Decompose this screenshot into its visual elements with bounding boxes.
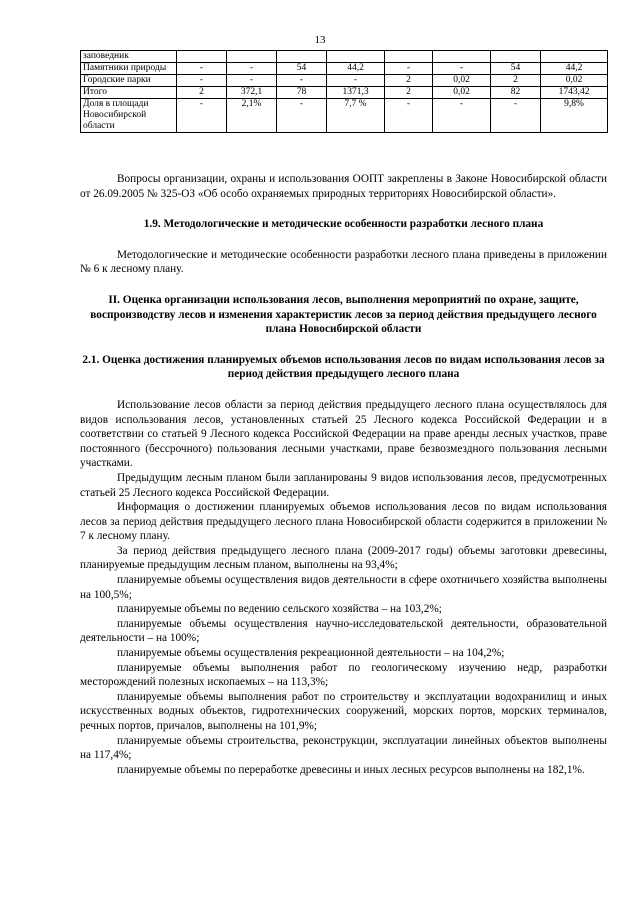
heading-section-2: II. Оценка организации использования лесов, выполнения мероприятий по охране, защите, воспроизводству лесов и изменения характеристик лесов за период действия предыдущего лесного плана Новосибирской области [90, 293, 597, 336]
table-cell: 1371,3 [327, 87, 385, 99]
row-label: Памятники природы [81, 63, 177, 75]
table-cell: 44,2 [541, 63, 608, 75]
table-cell: - [433, 63, 491, 75]
paragraph: Использование лесов области за период действия предыдущего лесного плана осуществлялось для видов использования лесов, установленных статьей 25 Лесного кодекса Российской Федерации и в соответствии со статьей 9 Лесного кодекса Российской Федерации на праве аренды лесных участков, праве постоянного (бессрочного) пользования лесными участками, праве безвозмездного пользования лесными участками. [80, 398, 607, 470]
table-cell [277, 51, 327, 63]
row-label: Итого [81, 87, 177, 99]
table-cell: 0,02 [433, 75, 491, 87]
row-label: заповедник [81, 51, 177, 63]
table-cell [385, 51, 433, 63]
table-cell: 1743,42 [541, 87, 608, 99]
table-cell: 0,02 [541, 75, 608, 87]
paragraph: планируемые объемы выполнения работ по геологическому изучению недр, разработки месторождений полезных ископаемых – на 113,3%; [80, 661, 607, 689]
paragraph: планируемые объемы строительства, реконструкции, эксплуатации линейных объектов выполнены на 117,4%; [80, 734, 607, 762]
paragraph: планируемые объемы осуществления научно-исследовательской деятельности, образовательной деятельности – на 100%; [80, 617, 607, 645]
heading-2-1: 2.1. Оценка достижения планируемых объемов использования лесов по видам использования лесов за период действия предыдущего лесного плана [82, 353, 605, 381]
table-cell [541, 51, 608, 63]
heading-1-9: 1.9. Методологические и методические особенности разработки лесного плана [143, 218, 544, 231]
row-label: Городские парки [81, 75, 177, 87]
table-cell [491, 51, 541, 63]
table-cell: - [433, 99, 491, 133]
table-cell [327, 51, 385, 63]
table-cell: - [177, 99, 227, 133]
page-text [80, 172, 607, 777]
paragraph: Предыдущим лесным планом были запланированы 9 видов использования лесов, предусмотренных статьей 25 Лесного кодекса Российской Федерации. [80, 471, 607, 499]
table-cell: - [277, 75, 327, 87]
paragraph-oopt-law: Вопросы организации, охраны и использования ООПТ закреплены в Законе Новосибирской области от 26.09.2005 № 325-ОЗ «Об особо охраняемых природных территориях Новосибирской области». [80, 173, 607, 200]
table-row [81, 51, 608, 63]
table-cell: 82 [491, 87, 541, 99]
row-label: Доля в площади Новосибирской области [81, 99, 177, 133]
table-cell: 2 [385, 75, 433, 87]
paragraph: планируемые объемы осуществления видов деятельности в сфере охотничьего хозяйства выполнены на 100,5%; [80, 574, 607, 601]
paragraph-methodology: Методологические и методические особенности разработки лесного плана приведены в приложении № 6 к лесному плану. [80, 248, 607, 276]
table-cell: 2 [491, 75, 541, 87]
table-cell: - [177, 75, 227, 87]
paragraph: Информация о достижении планируемых объемов использования лесов по видам использования лесов за период действия предыдущего лесного плана Новосибирской области содержится в приложении № 7 к лесному плану. [80, 501, 607, 543]
table-cell: 0,02 [433, 87, 491, 99]
table-cell: 2,1% [227, 99, 277, 133]
paragraph: планируемые объемы по ведению сельского хозяйства – на 103,2%; [117, 603, 442, 616]
table-cell: 7,7 % [327, 99, 385, 133]
table-cell: - [227, 75, 277, 87]
table-cell: 44,2 [327, 63, 385, 75]
table-cell [433, 51, 491, 63]
table-row [81, 75, 608, 87]
table-cell: 2 [177, 87, 227, 99]
table-cell: - [227, 63, 277, 75]
table-row [81, 99, 608, 133]
table-cell: 54 [491, 63, 541, 75]
table-cell: - [177, 63, 227, 75]
table-cell [177, 51, 227, 63]
table-cell: 372,1 [227, 87, 277, 99]
table-cell: 54 [277, 63, 327, 75]
paragraph: планируемые объемы выполнения работ по строительству и эксплуатации водохранилищ и иных искусственных водных объектов, гидротехнических сооружений, морских портов, морских терминалов, речных портов, причалов, выполнены на 101,9%; [80, 690, 607, 732]
paragraph: планируемые объемы по переработке древесины и иных лесных ресурсов выполнены на 182,1%. [117, 763, 585, 776]
table-cell: 78 [277, 87, 327, 99]
table-row [81, 87, 608, 99]
table-row [81, 63, 608, 75]
table-cell: - [327, 75, 385, 87]
table-cell: 9,8% [541, 99, 608, 133]
oopt-area-table [80, 50, 608, 133]
paragraph: планируемые объемы осуществления рекреационной деятельности – на 104,2%; [117, 647, 505, 660]
table-cell: - [491, 99, 541, 133]
table-cell: - [385, 63, 433, 75]
table-cell: - [385, 99, 433, 133]
paragraph: За период действия предыдущего лесного плана (2009-2017 годы) объемы заготовки древесины, планируемые предыдущим лесным планом, выполнены на 93,4%; [80, 544, 607, 572]
table-cell: - [277, 99, 327, 133]
table-cell [227, 51, 277, 63]
page-number: 13 [314, 34, 326, 46]
table-cell: 2 [385, 87, 433, 99]
